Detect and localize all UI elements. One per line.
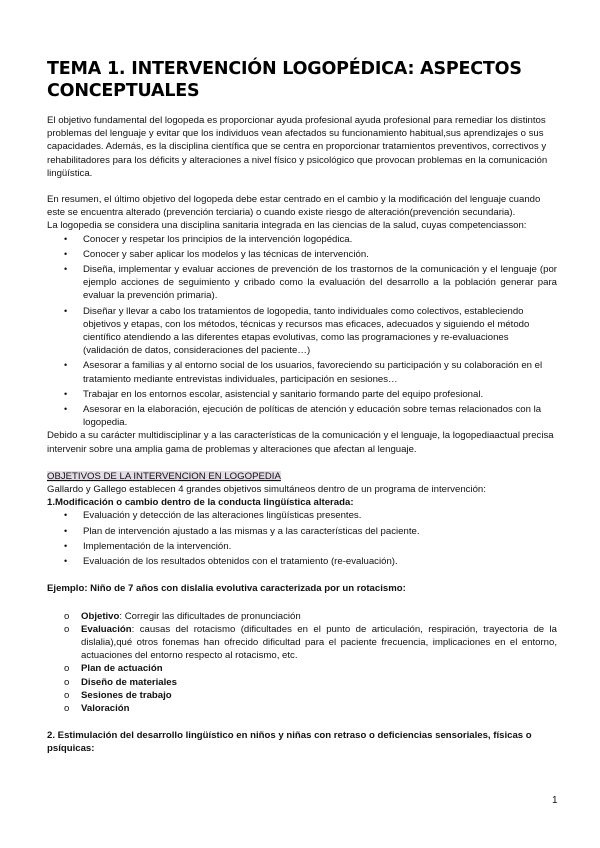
circle-bullet-icon: o bbox=[64, 663, 70, 675]
circle-bullet-icon: o bbox=[64, 676, 70, 688]
objective-1-title: 1.Modificación o cambio dentro de la conducta lingüística alterada: bbox=[47, 497, 354, 509]
list-item: o Valoración bbox=[64, 702, 130, 714]
list-item: o Sesiones de trabajo bbox=[64, 689, 172, 701]
spacer bbox=[47, 568, 557, 582]
example-heading: Ejemplo: Niño de 7 años con dislalia evolutiva caracterizada por un rotacismo: bbox=[47, 583, 406, 595]
example-list bbox=[47, 610, 557, 716]
intro-paragraph: El objetivo fundamental del logopeda es proporcionar ayuda profesional ayuda profesional para remediar los distintos problemas del lenguaje y evitar que los individuos vean afectados su funcionamiento habitual,sus aprendizajes o sus capacidades. Además, es la disciplina científica que se centra en proporcionar tratamientos preventivos, correctivos y rehabilitadores para los déficits y alteraciones a nivel físico y psicológico que provocan problemas en la comunicación lingüística. bbox=[47, 115, 548, 179]
list-item: o Diseño de materiales bbox=[64, 676, 177, 688]
list-item: o Plan de actuación bbox=[64, 663, 163, 675]
list-item: • Diseñar y llevar a cabo los tratamientos de logopedia, tanto individuales como colectivos, estableciendo objetivos y etapas, con los métodos, técnicas y recursos mas eficaces, adecuados y siguiendo el método científico atendiendo a las diferentes etapas evolutivas, como las programaciones y re-evaluaciones (validación de datos, consideraciones del paciente…) bbox=[64, 305, 530, 357]
bullet-icon: • bbox=[64, 510, 68, 521]
spacer bbox=[47, 180, 557, 193]
summary-paragraph: En resumen, el último objetivo del logopeda debe estar centrado en el cambio y la modificación del lenguaje cuando este se encuentra alterado (prevención terciaria) o cuando existe riesgo de alteración(prevención secundaria). bbox=[47, 194, 541, 219]
section-heading: OBJETIVOS DE LA INTERVENCION EN LOGOPEDIA bbox=[47, 470, 281, 482]
list-item: • Diseña, implementar y evaluar acciones de prevención de los trastornos de la comunicación y el lenguaje (por ejemplo acciones de seguimiento y cribado como la evaluación del desarrollo a la población generar para evaluar la prevención primaria). bbox=[64, 264, 557, 302]
bullet-icon: • bbox=[64, 248, 68, 259]
circle-bullet-icon: o bbox=[64, 610, 70, 622]
bullet-icon: • bbox=[64, 305, 68, 316]
bullet-icon: • bbox=[64, 556, 68, 567]
list-item: • Asesorar en la elaboración, ejecución de políticas de atención y educación sobre temas relacionados con la logopedia. bbox=[64, 404, 542, 429]
bullet-icon: • bbox=[64, 404, 68, 415]
competences-intro: La logopedia se considera una disciplina sanitaria integrada en las ciencias de la salud, cuyas competenciasson: bbox=[47, 220, 527, 232]
competences-list bbox=[47, 233, 557, 430]
document-body bbox=[47, 114, 557, 756]
list-item: o Evaluación: causas del rotacismo (dificultades en el punto de articulación, respiración, trayectoria de la dislalia),qué otros fonemas han ofrecido dificultad para el paciente frecuencia, implicaciones en el entorno, actuaciones del entorno respecto al rotacismo, etc. bbox=[64, 623, 557, 662]
bullet-icon: • bbox=[64, 540, 68, 551]
list-item: • Evaluación y detección de las alteraciones lingüísticas presentes. bbox=[64, 510, 362, 522]
bullet-icon: • bbox=[64, 264, 68, 275]
closing-paragraph: Debido a su carácter multidisciplinar y a las características de la comunicación y el lenguaje, la logopediaactual precisa intervenir sobre una amplia gama de problemas y alteraciones que afectan al lenguaje. bbox=[47, 430, 554, 455]
bullet-icon: • bbox=[64, 525, 68, 536]
spacer bbox=[47, 715, 557, 729]
objective-2-title: 2. Estimulación del desarrollo lingüístico en niños y niñas con retraso o deficiencias sensoriales, físicas o psíquicas: bbox=[47, 730, 532, 755]
list-item: • Conocer y saber aplicar los modelos y las técnicas de intervención. bbox=[64, 248, 369, 260]
circle-bullet-icon: o bbox=[64, 702, 70, 714]
list-item: • Implementación de la intervención. bbox=[64, 540, 232, 552]
page-title: TEMA 1. INTERVENCIÓN LOGOPÉDICA: ASPECTOS CONCEPTUALES bbox=[47, 59, 522, 101]
spacer bbox=[47, 456, 557, 470]
list-item: o Objetivo: Corregir las dificultades de pronunciación bbox=[64, 610, 301, 622]
bullet-icon: • bbox=[64, 360, 68, 371]
objective-1-list bbox=[47, 509, 557, 568]
list-item: • Conocer y respetar los principios de la intervención logopédica. bbox=[64, 233, 353, 245]
list-item: • Asesorar a familias y al entorno social de los usuarios, favoreciendo su participación y su colaboración en el tratamiento mediante entrevistas individuales, participación en sesiones… bbox=[64, 360, 543, 385]
bullet-icon: • bbox=[64, 388, 68, 399]
list-item: • Trabajar en los entornos escolar, asistencial y sanitario formando parte del equipo profesional. bbox=[64, 388, 484, 400]
circle-bullet-icon: o bbox=[64, 689, 70, 701]
page-number: 1 bbox=[552, 795, 558, 806]
section-intro: Gallardo y Gallego establecen 4 grandes objetivos simultáneos dentro de un programa de intervención: bbox=[47, 484, 486, 496]
spacer bbox=[47, 596, 557, 610]
bullet-icon: • bbox=[64, 233, 68, 244]
list-item: • Evaluación de los resultados obtenidos con el tratamiento (re-evaluación). bbox=[64, 556, 398, 568]
list-item: • Plan de intervención ajustado a las mismas y a las características del paciente. bbox=[64, 525, 420, 537]
circle-bullet-icon: o bbox=[64, 623, 70, 635]
